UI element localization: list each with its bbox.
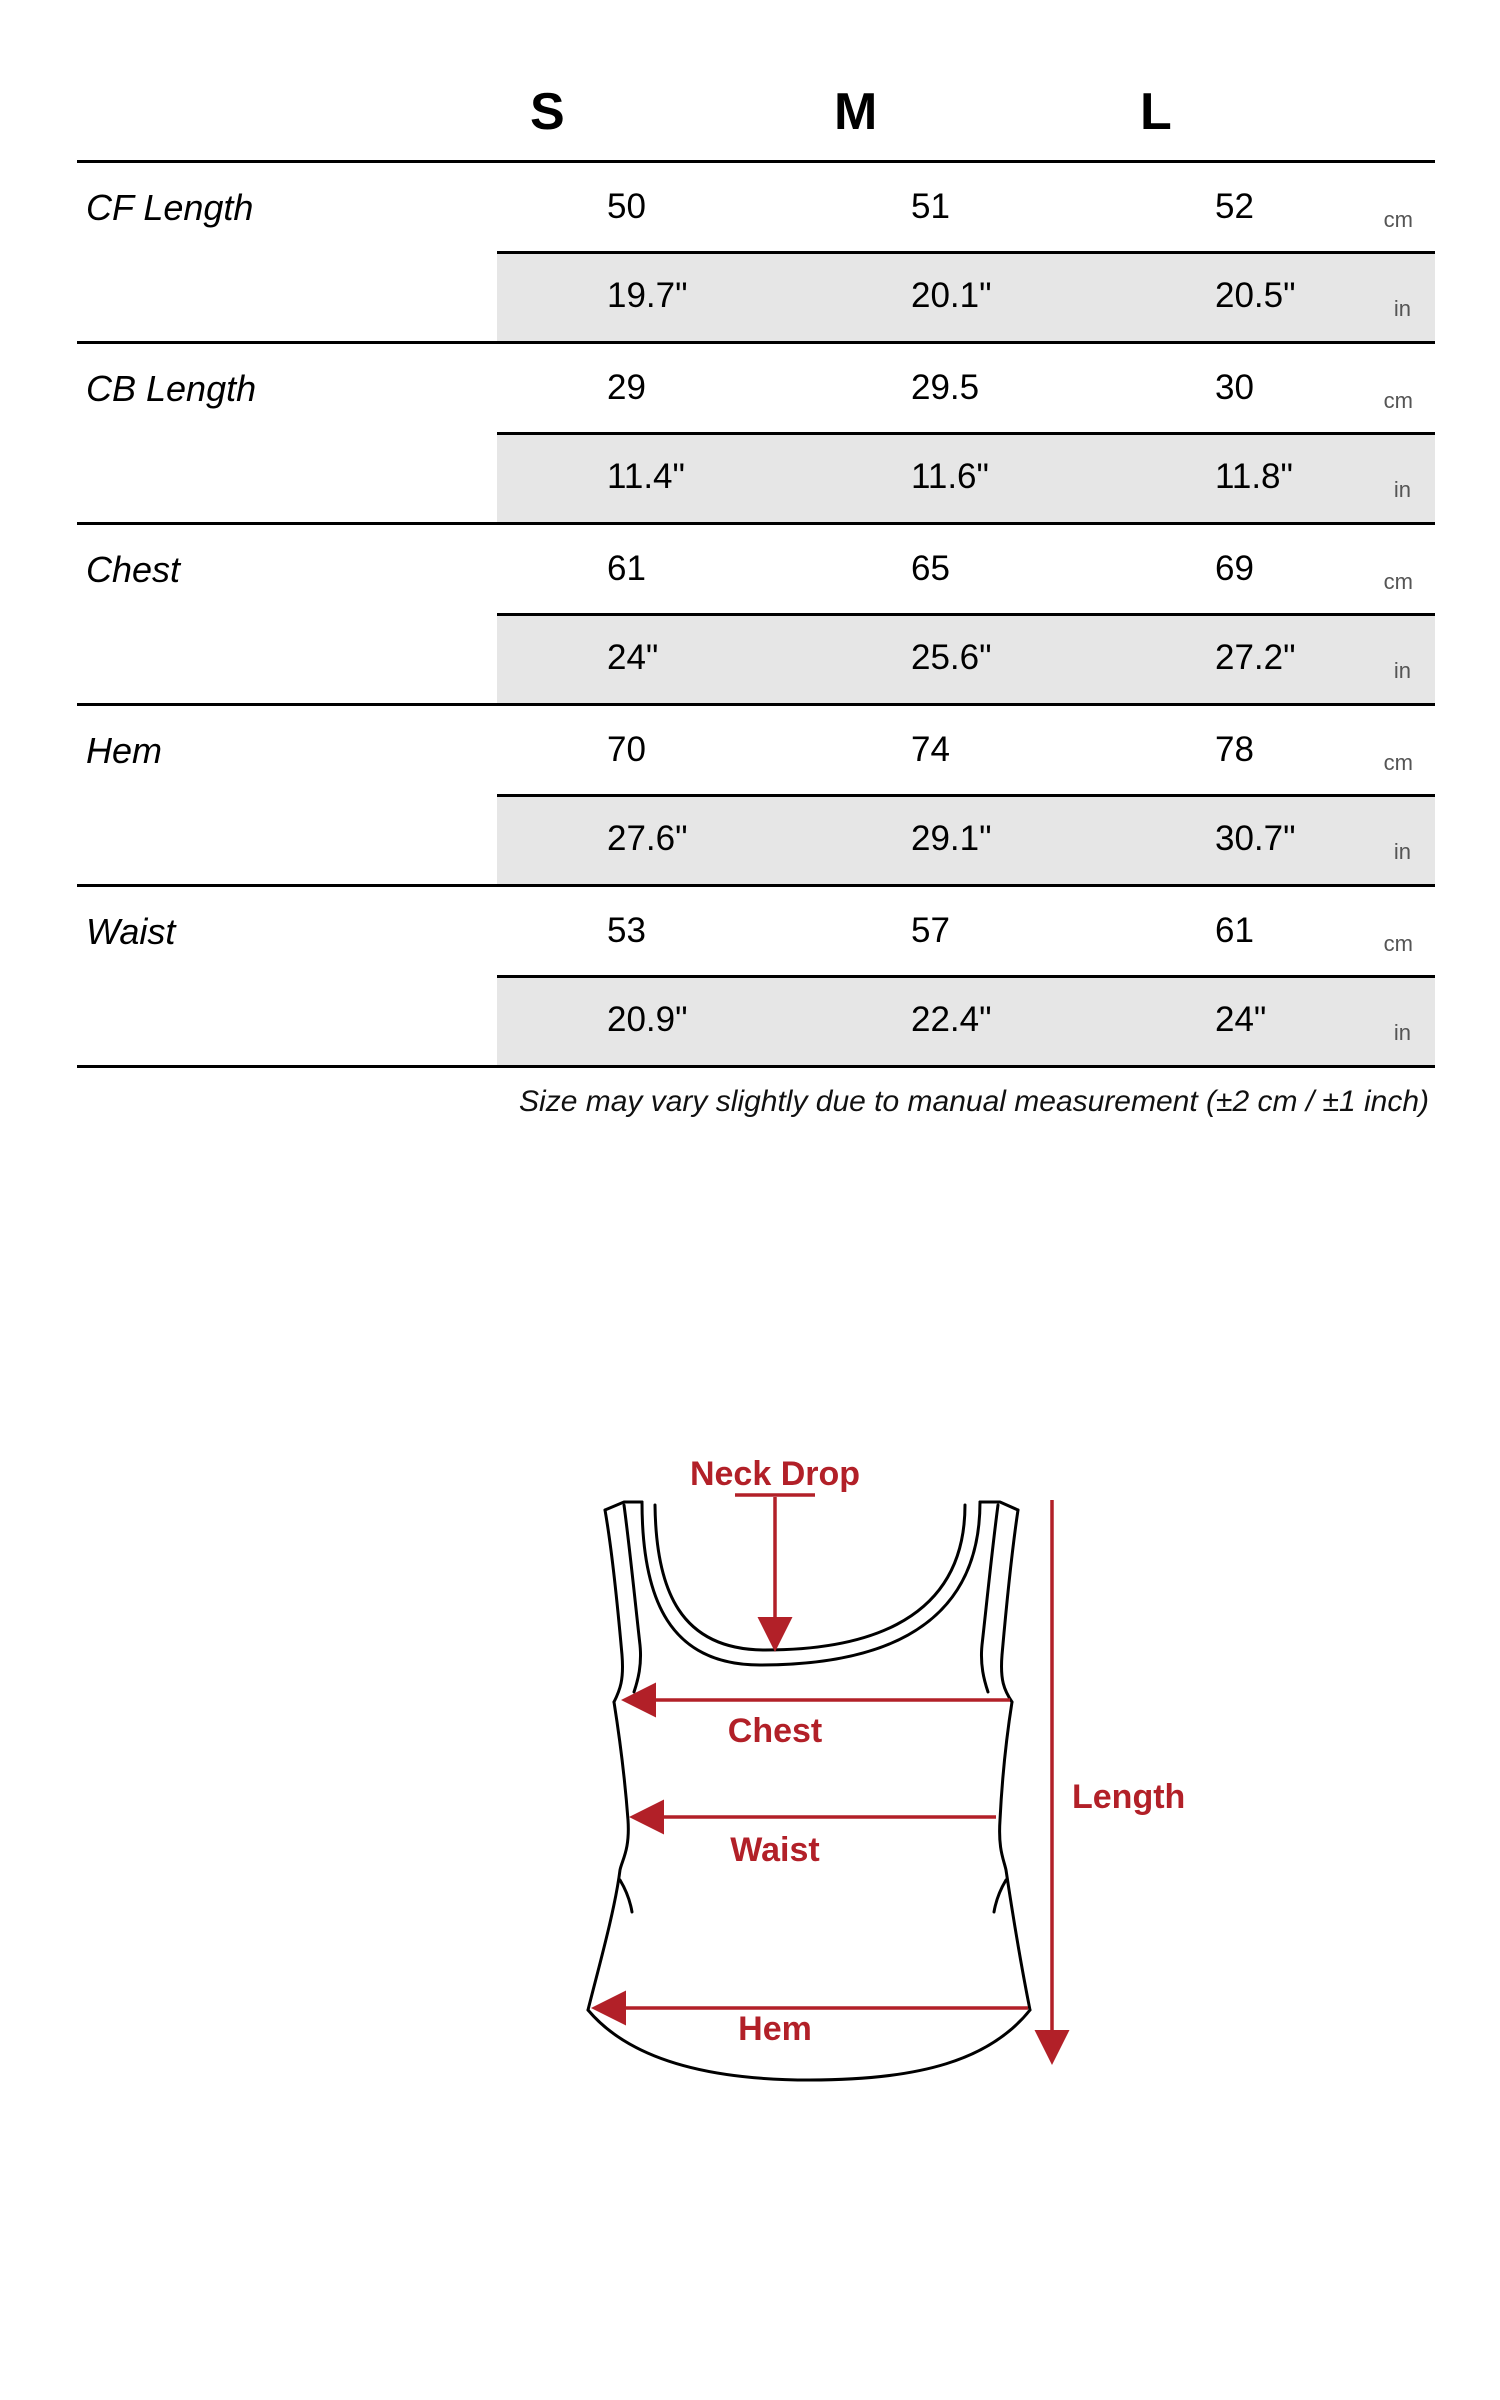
- cell-l-in: 20.5": [1215, 276, 1296, 315]
- unit-cm: cm: [1383, 931, 1413, 956]
- right-strap-outer: [1001, 1510, 1018, 1702]
- measurement-label: Chest: [86, 549, 181, 590]
- cell-s-in: 11.4": [607, 457, 685, 496]
- size-header-l: L: [1140, 83, 1172, 141]
- cell-l-in: 11.8": [1215, 457, 1293, 496]
- neckline-outer: [642, 1502, 980, 1665]
- tank-top-outline: [588, 1502, 1030, 2080]
- cell-m-cm: 51: [911, 187, 950, 226]
- cm-row: [497, 344, 1435, 432]
- cell-s-in: 24": [607, 638, 659, 677]
- cell-l-in: 30.7": [1215, 819, 1296, 858]
- cm-row: [497, 887, 1435, 975]
- right-strap-inner: [981, 1505, 998, 1692]
- right-dart: [994, 1880, 1006, 1912]
- measurement-group-hem: [77, 703, 1435, 884]
- measurement-label: Hem: [86, 730, 163, 771]
- in-row: [497, 794, 1435, 884]
- in-row: [497, 613, 1435, 703]
- measurement-note: Size may vary slightly due to manual measurement (±2 cm / ±1 inch): [519, 1085, 1429, 1118]
- cell-m-in: 22.4": [911, 1000, 992, 1039]
- size-header-s: S: [530, 83, 565, 141]
- cm-row: [497, 163, 1435, 251]
- table-bottom-rule: [77, 1065, 1435, 1068]
- right-body-side: [1000, 1702, 1030, 2010]
- size-header-m: M: [834, 83, 878, 141]
- in-row: [497, 432, 1435, 522]
- unit-cm: cm: [1383, 388, 1413, 413]
- cell-s-cm: 50: [607, 187, 646, 226]
- hem-label: Hem: [738, 2010, 812, 2048]
- unit-in: in: [1393, 839, 1411, 864]
- left-dart: [620, 1880, 632, 1912]
- unit-cm: cm: [1383, 207, 1413, 232]
- measurement-group-cb-length: [77, 341, 1435, 522]
- measurement-label: CB Length: [86, 368, 257, 409]
- tank-top-measurement-diagram: [560, 1440, 1186, 2080]
- waist-label: Waist: [730, 1831, 820, 1869]
- size-chart-table: [77, 0, 1435, 1118]
- cell-s-in: 19.7": [607, 276, 688, 315]
- chest-label: Chest: [727, 1712, 823, 1750]
- cell-l-in: 24": [1215, 1000, 1267, 1039]
- length-label: Length: [1072, 1778, 1186, 1816]
- cell-s-cm: 53: [607, 911, 646, 950]
- left-body-side: [588, 1702, 628, 2010]
- cell-l-cm: 61: [1215, 911, 1254, 950]
- unit-in: in: [1393, 658, 1411, 683]
- unit-cm: cm: [1383, 750, 1413, 775]
- cell-s-cm: 29: [607, 368, 646, 407]
- cell-l-in: 27.2": [1215, 638, 1296, 677]
- cell-s-in: 27.6": [607, 819, 688, 858]
- left-strap-inner: [624, 1505, 641, 1692]
- cell-m-in: 25.6": [911, 638, 992, 677]
- measurement-label: CF Length: [86, 187, 254, 228]
- cell-m-in: 20.1": [911, 276, 992, 315]
- in-row: [497, 251, 1435, 341]
- cell-s-in: 20.9": [607, 1000, 688, 1039]
- unit-in: in: [1393, 296, 1411, 321]
- cell-l-cm: 30: [1215, 368, 1254, 407]
- cell-m-cm: 65: [911, 549, 950, 588]
- measurement-label: Waist: [86, 911, 176, 952]
- cm-row: [497, 706, 1435, 794]
- cell-l-cm: 69: [1215, 549, 1254, 588]
- cell-l-cm: 78: [1215, 730, 1254, 769]
- measurement-group-cf-length: [77, 160, 1435, 341]
- cell-m-cm: 29.5: [911, 368, 980, 407]
- cm-row: [497, 525, 1435, 613]
- size-header-row: [77, 0, 1435, 160]
- neck-drop-label: Neck Drop: [689, 1455, 861, 1493]
- cell-s-cm: 61: [607, 549, 646, 588]
- left-strap-outer: [605, 1510, 623, 1702]
- cell-m-cm: 57: [911, 911, 950, 950]
- measurement-group-waist: [77, 884, 1435, 1065]
- measurement-group-chest: [77, 522, 1435, 703]
- cell-m-in: 29.1": [911, 819, 992, 858]
- cell-m-cm: 74: [911, 730, 950, 769]
- cell-s-cm: 70: [607, 730, 646, 769]
- tank-top-diagram-svg: [560, 1440, 1186, 2080]
- cell-l-cm: 52: [1215, 187, 1254, 226]
- unit-cm: cm: [1383, 569, 1413, 594]
- in-row: [497, 975, 1435, 1065]
- cell-m-in: 11.6": [911, 457, 989, 496]
- unit-in: in: [1393, 477, 1411, 502]
- unit-in: in: [1393, 1020, 1411, 1045]
